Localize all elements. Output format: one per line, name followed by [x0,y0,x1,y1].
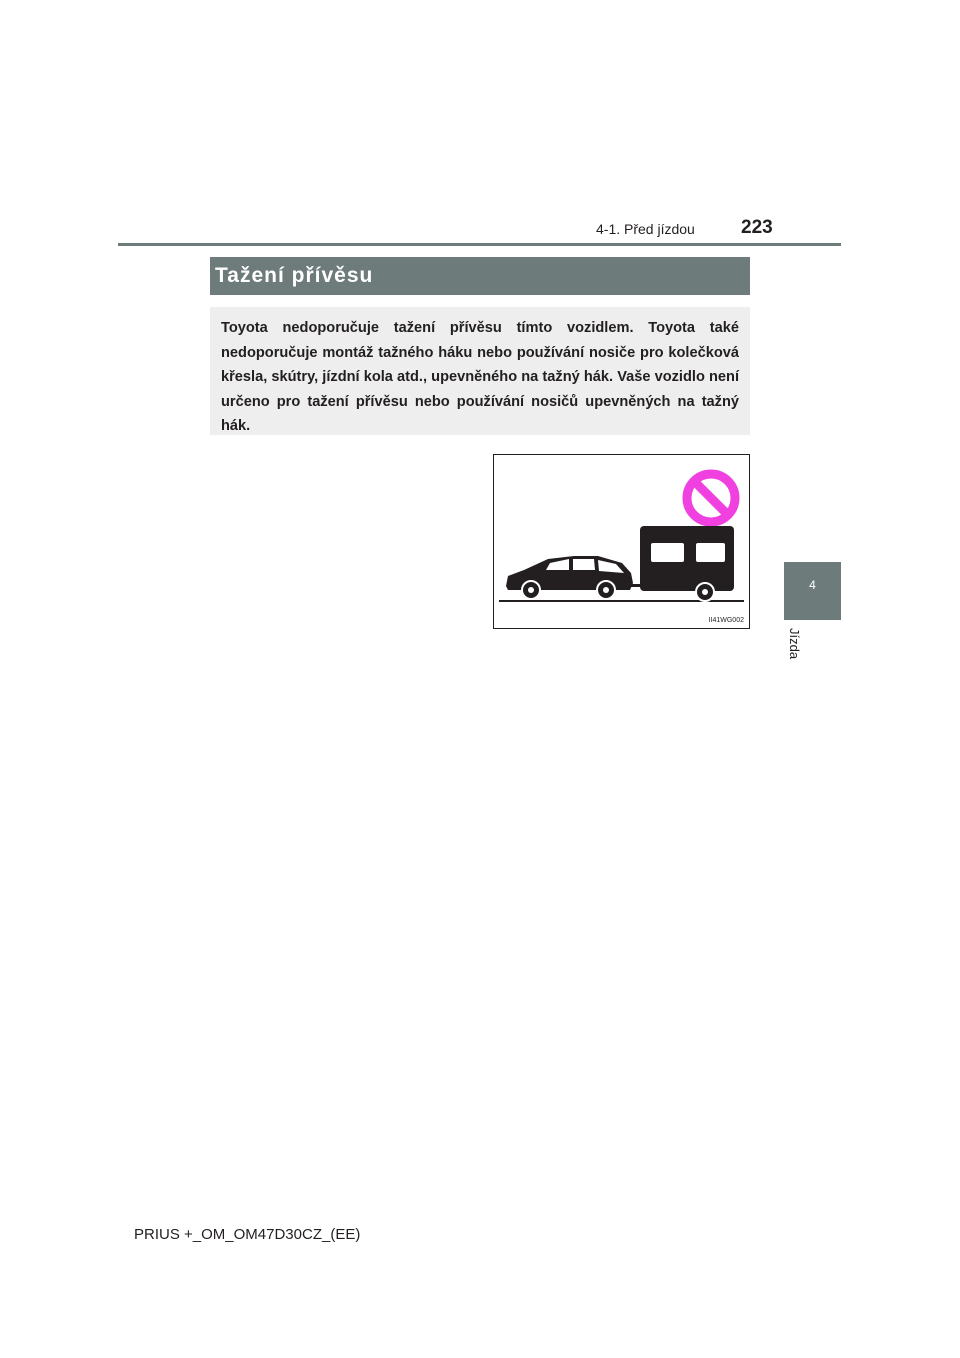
chapter-tab-label: Jízda [787,628,802,660]
document-code: PRIUS +_OM_OM47D30CZ_(EE) [134,1226,361,1243]
section-title-bar [210,257,750,295]
towing-illustration [493,454,750,629]
section-title: Tažení přívěsu [215,264,374,287]
towing-illustration-graphic [494,455,749,628]
intro-text: Toyota nedoporučuje tažení přívěsu tímto vozidlem. Toyota také nedoporučuje montáž tažného háku nebo používání nosiče pro kolečková křesla, skútry, jízdní kola atd., upevněného na tažný hák. Vaše vozidlo není určeno pro tažení přívěsu nebo používání nosičů upevněných na tažný hák. [221,320,739,435]
chapter-tab[interactable] [784,562,841,620]
chapter-tab-number: 4 [809,578,816,592]
page-number: 223 [741,217,773,238]
car-icon [506,556,633,599]
section-heading: 4-1. Před jízdou [596,221,695,237]
figure-code: II41WG002 [708,617,744,624]
intro-box [210,307,750,435]
prohibition-icon [687,474,735,522]
trailer-icon [619,526,734,601]
header-divider [118,243,841,246]
